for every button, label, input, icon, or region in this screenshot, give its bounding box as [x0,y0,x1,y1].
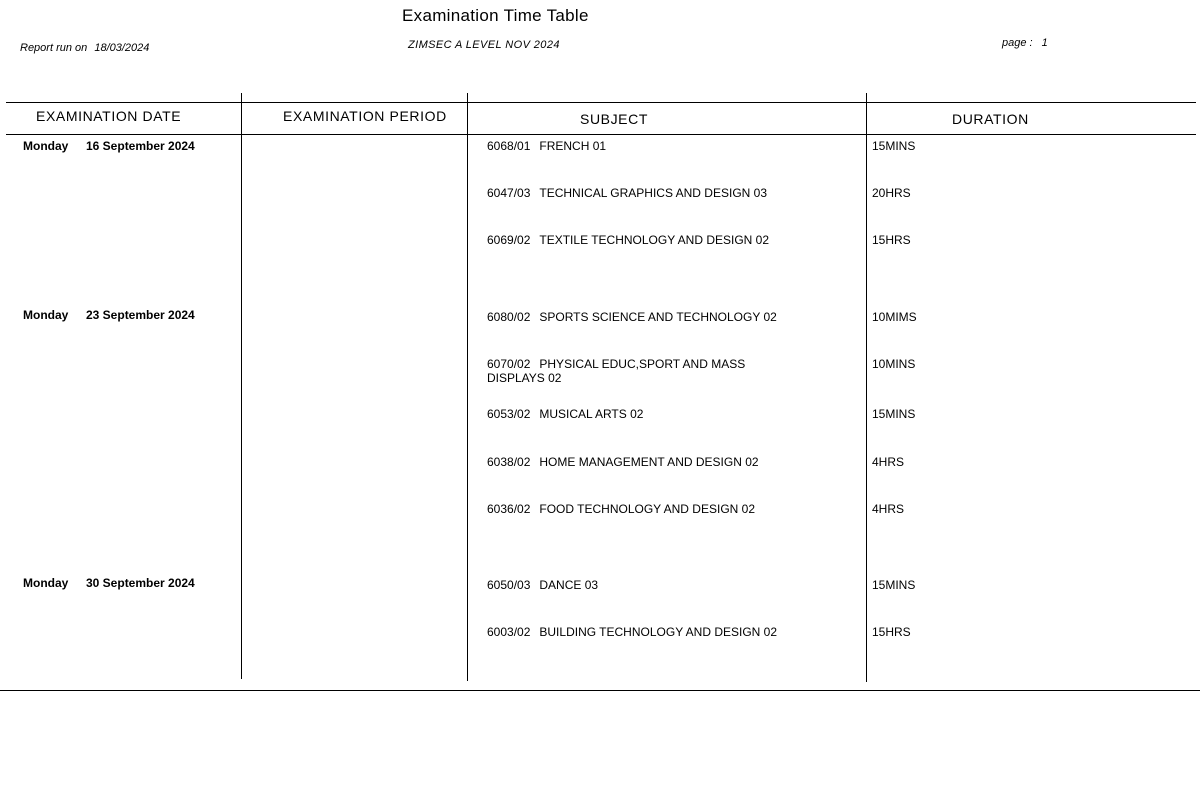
subject-code: 6047/03 [487,186,531,200]
column-header-date: EXAMINATION DATE [36,108,182,124]
subject-entry [487,233,807,247]
subject-name: PHYSICAL EDUC,SPORT AND MASS DISPLAYS 02 [487,357,746,385]
column-header-subject: SUBJECT [580,111,648,127]
exam-weekday: Monday [23,576,69,590]
subject-name: TEXTILE TECHNOLOGY AND DESIGN 02 [539,233,770,247]
subject-duration: 15HRS [872,625,911,639]
table-top-rule [6,102,1196,103]
subject-name: TECHNICAL GRAPHICS AND DESIGN 03 [539,186,767,200]
page-number [1002,37,1048,49]
subject-name: FOOD TECHNOLOGY AND DESIGN 02 [539,502,755,516]
subject-code: 6038/02 [487,455,531,469]
subject-code: 6080/02 [487,310,531,324]
subject-entry [487,578,807,592]
page-number-value: 1 [1041,37,1048,49]
subject-entry [487,186,807,200]
exam-weekday: Monday [23,139,69,153]
exam-date [23,139,195,153]
subject-duration: 15MINS [872,139,916,153]
run-on-label: Report run on [20,42,88,54]
column-header-period: EXAMINATION PERIOD [283,108,447,124]
subject-name: HOME MANAGEMENT AND DESIGN 02 [539,455,759,469]
subject-entry [487,357,787,385]
report-title: Examination Time Table [402,6,589,25]
exam-date [23,308,195,322]
subject-duration: 10MIMS [872,310,917,324]
subject-duration: 20HRS [872,186,911,200]
header-bottom-rule [6,134,1196,135]
subject-name: BUILDING TECHNOLOGY AND DESIGN 02 [539,625,778,639]
subject-duration: 4HRS [872,455,905,469]
subject-code: 6036/02 [487,502,531,516]
subject-code: 6069/02 [487,233,531,247]
column-divider-2 [467,93,468,681]
table-bottom-rule [0,690,1200,691]
subject-code: 6053/02 [487,407,531,421]
subject-name: SPORTS SCIENCE AND TECHNOLOGY 02 [539,310,777,324]
subject-entry [487,455,807,469]
subject-code: 6003/02 [487,625,531,639]
subject-name: FRENCH 01 [539,139,607,153]
subject-code: 6050/03 [487,578,531,592]
subject-code: 6068/01 [487,139,531,153]
exam-date-value: 30 September 2024 [86,576,195,590]
exam-date [23,576,195,590]
column-divider-1 [241,93,242,679]
column-divider-3 [866,93,867,682]
exam-date-value: 23 September 2024 [86,308,195,322]
page-label: page : [1002,37,1033,49]
column-header-duration: DURATION [952,111,1029,127]
report-run-date [20,42,149,54]
subject-entry [487,139,807,153]
subject-duration: 15HRS [872,233,911,247]
subject-entry [487,310,807,324]
subject-duration: 15MINS [872,407,916,421]
exam-session: ZIMSEC A LEVEL NOV 2024 [408,39,560,51]
subject-duration: 15MINS [872,578,916,592]
subject-entry [487,625,807,639]
run-on-date: 18/03/2024 [94,42,150,54]
subject-entry [487,407,807,421]
exam-date-value: 16 September 2024 [86,139,195,153]
exam-weekday: Monday [23,308,69,322]
subject-name: DANCE 03 [539,578,599,592]
subject-duration: 10MINS [872,357,916,371]
subject-code: 6070/02 [487,357,531,371]
subject-name: MUSICAL ARTS 02 [539,407,644,421]
subject-duration: 4HRS [872,502,905,516]
subject-entry [487,502,807,516]
